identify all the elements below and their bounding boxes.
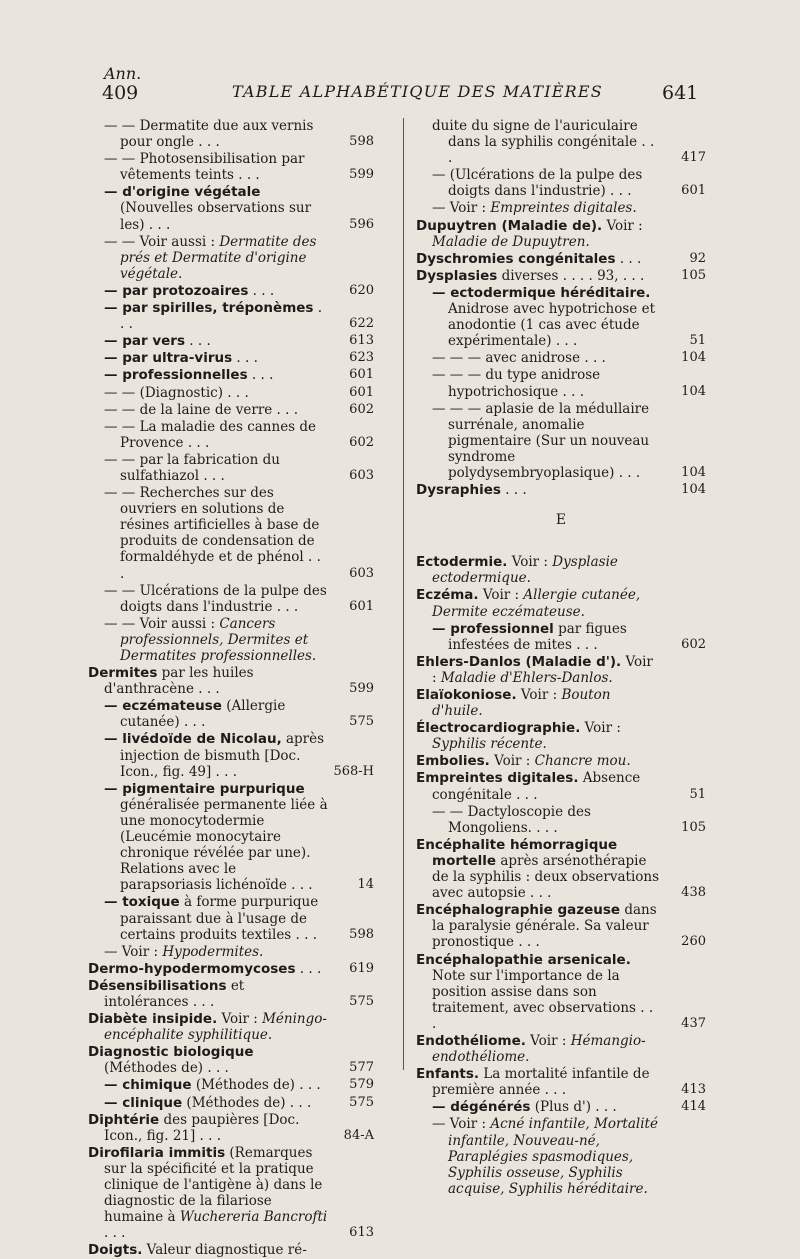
index-entry (88, 944, 374, 960)
index-entry (88, 184, 374, 232)
entry-reference: Cancers professionnels, Dermites et Dermatites professionnelles. (120, 615, 317, 664)
leader-dots: . . . (195, 1127, 222, 1144)
entry-heading: Embolies. (416, 753, 490, 770)
entry-text: et intolérances (104, 977, 245, 1010)
leader-dots: . . . (500, 482, 527, 499)
entry-reference: Hémangio-endothéliome. (432, 1032, 646, 1066)
entry-text: Anidrose avec hypotrichose et anodontie (1 cas avec étude expérimentale) (448, 301, 656, 350)
entry-text: Voir : (507, 554, 553, 571)
leader-dots: . . . (291, 926, 317, 943)
leader-dots: . . . (286, 877, 313, 894)
entry-text: dans la paralysie générale. Sa valeur pronostique (432, 902, 657, 951)
entry-reference: Empreintes digitales. (490, 200, 637, 217)
entry-heading: — pigmentaire purpurique (104, 780, 305, 797)
index-entry (416, 251, 706, 267)
page-reference: 51 (689, 333, 706, 349)
page-reference: 568-H (333, 763, 374, 779)
page-number-left: 409 (102, 82, 139, 104)
entry-text: Note sur l'importance de la position assise dans son traitement, avec observations (432, 967, 636, 1016)
entry-text: — — — du type anidrose hypotrichosique (432, 367, 601, 400)
index-entry (88, 1112, 374, 1144)
entry-heading: Dirofilaria immitis (88, 1144, 226, 1161)
leader-dots: . . . (531, 819, 558, 836)
entry-text: — — — aplasie de la médullaire surrénale, anomalie pigmentaire (Sur un nouveau syndrome polydysembryoplasique) (432, 400, 650, 481)
page-reference: 601 (349, 598, 374, 614)
left-column (88, 118, 374, 1259)
leader-dots: . . . (511, 786, 538, 803)
page-reference: 601 (349, 384, 374, 400)
entry-text: Voir : (489, 753, 535, 770)
page-reference: 602 (681, 636, 706, 652)
entry-text: duite du signe de l'auriculaire dans la syphilis congénitale (432, 118, 638, 151)
entry-text: Voir : (217, 1011, 263, 1028)
entry-heading: Dysplasies (416, 267, 498, 284)
entry-heading: Dysraphies (416, 482, 501, 499)
leader-dots: . . . (272, 598, 299, 615)
entry-text: — Voir : (432, 200, 491, 217)
entry-heading: — d'origine végétale (104, 184, 261, 201)
entry-text: Voir : (525, 1032, 571, 1049)
index-entry (88, 452, 374, 484)
leader-dots: . . . (183, 434, 210, 451)
entry-heading: — par spirilles, tréponèmes (104, 300, 314, 317)
index-entry (88, 583, 374, 615)
entry-reference: Dysplasie ectodermique. (432, 554, 618, 587)
entry-heading: Encéphalopathie arsenicale. (416, 951, 631, 968)
index-entry (88, 894, 374, 942)
index-entry (88, 961, 374, 977)
index-entry (416, 587, 706, 619)
index-entry (88, 234, 374, 282)
index-entry (88, 1011, 374, 1043)
right-column (416, 118, 706, 1198)
entry-heading: Désensibilisations (88, 977, 227, 994)
page-reference: 104 (681, 482, 706, 498)
page-reference: 596 (349, 216, 374, 232)
entry-text: — — Recherches sur des ouvriers en solutions de résines artificielles à base de produits de condensation de formaldéhyde et de phénol (104, 485, 320, 566)
entry-text: Valeur diagnostique ré- (142, 1242, 307, 1259)
entry-text: — — La maladie des cannes de Provence (104, 418, 317, 451)
index-entry (416, 554, 706, 586)
leader-dots: . . . (179, 714, 206, 731)
leader-dots: . . . (618, 267, 645, 284)
section-letter: E (555, 512, 567, 529)
page-reference: 51 (689, 786, 706, 802)
index-entry (416, 218, 706, 250)
index-entry (88, 1095, 374, 1111)
entry-text: — — Photosensibilisation par vêtements teints (104, 151, 305, 184)
page-reference: 579 (349, 1077, 374, 1093)
index-entry (416, 200, 706, 216)
entry-text: La mortalité infantile de première année (432, 1066, 650, 1099)
index-entry (88, 367, 374, 383)
leader-dots: . . . (558, 383, 584, 400)
entry-reference: Bouton d'huile. (432, 687, 611, 720)
entry-heading: Eczéma. (416, 587, 479, 604)
entry-text: (Plus d') (530, 1099, 591, 1116)
page-reference: 105 (681, 819, 706, 835)
leader-dots: . . . (120, 300, 323, 333)
entry-text: — Voir : (432, 1116, 491, 1133)
leader-dots: . . . (199, 467, 225, 484)
page-reference: 105 (681, 267, 706, 283)
index-entry (416, 285, 706, 349)
entry-text: — — par la fabrication du sulfathiazol (104, 451, 280, 484)
entry-text: — (Ulcérations de la pulpe des doigts dans l'industrie) (432, 167, 643, 200)
page-reference: 14 (357, 877, 374, 893)
page-reference: 575 (349, 1094, 374, 1110)
page-reference: 619 (349, 960, 374, 976)
page-reference: 603 (349, 467, 374, 483)
leader-dots: . . . (203, 1060, 229, 1077)
index-entry (416, 654, 706, 686)
entry-text: (Méthodes de) (191, 1077, 295, 1094)
entry-heading: — livédoïde de Nicolau, (104, 731, 282, 748)
page-reference: 260 (681, 934, 706, 950)
leader-dots: . . . (104, 1225, 126, 1242)
entry-heading: Diagnostic biologique (88, 1044, 254, 1061)
index-entry (416, 753, 706, 769)
entry-heading: Endothéliome. (416, 1032, 526, 1049)
entry-text: (Nouvelles observations sur les) (120, 200, 312, 233)
entry-heading: Empreintes digitales. (416, 770, 579, 787)
page-reference: 623 (349, 350, 374, 366)
entry-reference: Wuchereria Bancrofti (179, 1209, 328, 1226)
index-entry (416, 350, 706, 366)
index-entry (88, 698, 374, 730)
page-reference: 437 (681, 1015, 706, 1031)
leader-dots: . . . (223, 384, 249, 401)
page-reference: 603 (349, 565, 374, 581)
page-reference: 575 (349, 714, 374, 730)
index-entry (416, 118, 706, 166)
entry-heading: Elaïokoniose. (416, 687, 517, 703)
index-entry (88, 283, 374, 299)
index-entry (88, 781, 374, 894)
entry-heading: — professionnelles (104, 367, 248, 384)
leader-dots: . . . (247, 367, 274, 384)
index-entry (88, 731, 374, 779)
entry-text: — Voir : (104, 943, 163, 960)
leader-dots: . . . (605, 183, 632, 200)
page-reference: 104 (681, 383, 706, 399)
page-reference: 104 (681, 350, 706, 366)
entry-text: des paupières [Doc. Icon., fig. 21] (104, 1111, 300, 1144)
entry-text: Voir : (580, 720, 621, 737)
leader-dots: . . . (188, 993, 215, 1010)
page-reference: 599 (349, 167, 374, 183)
index-entry (88, 402, 374, 418)
entry-heading: — dégénérés (432, 1099, 531, 1116)
leader-dots: . . . (432, 999, 654, 1032)
entry-text: — — Voir aussi : (104, 233, 220, 250)
index-entry (88, 333, 374, 349)
entry-text: après injection de bismuth [Doc. Icon., fig. 49] (120, 731, 325, 780)
index-entry (416, 1099, 706, 1115)
index-entry (416, 770, 706, 802)
index-entry (416, 804, 706, 836)
index-entry (88, 118, 374, 150)
index-entry (416, 167, 706, 199)
entry-heading: Diphtérie (88, 1111, 160, 1128)
entry-heading: Ectodermie. (416, 554, 508, 571)
leader-dots: . . . (615, 250, 642, 267)
index-entry (416, 1066, 706, 1098)
leader-dots: . . . (525, 885, 552, 902)
entry-text: Voir : (432, 653, 653, 686)
entry-heading: Dermo-hypodermomycoses (88, 960, 296, 977)
index-entry (88, 665, 374, 697)
leader-dots: . . . (232, 350, 258, 367)
page-reference: 417 (681, 150, 706, 166)
entry-text: diverses . . . . 93, (497, 267, 619, 284)
index-entry (88, 1242, 374, 1258)
running-title: TABLE ALPHABÉTIQUE DES MATIÈRES (232, 82, 603, 101)
entry-heading: Électrocardiographie. (416, 720, 581, 737)
entry-heading: — chimique (104, 1077, 192, 1094)
page-reference: 601 (681, 183, 706, 199)
leader-dots: . . . (193, 681, 220, 698)
index-entry (88, 1077, 374, 1093)
page-reference: 92 (689, 250, 706, 266)
page-reference: 620 (349, 282, 374, 298)
leader-dots: . . . (120, 549, 321, 582)
leader-dots: . . . (285, 1094, 312, 1111)
page-reference: 602 (349, 401, 374, 417)
page-reference: 613 (349, 333, 374, 349)
index-entry (416, 1033, 706, 1065)
leader-dots: . . . (272, 401, 299, 418)
index-entry (88, 616, 374, 664)
entry-heading: Encéphalographie gazeuse (416, 902, 621, 919)
index-entry (88, 385, 374, 401)
page-reference: 575 (349, 993, 374, 1009)
entry-heading: — ectodermique héréditaire. (432, 284, 651, 301)
index-entry (88, 978, 374, 1010)
entry-text: — — Voir aussi : (104, 615, 220, 632)
index-entry (416, 952, 706, 1032)
entry-heading: Enfants. (416, 1066, 480, 1083)
leader-dots: . . . (448, 134, 655, 167)
leader-dots: . . . (571, 636, 598, 653)
entry-reference: Maladie de Dupuytren. (432, 233, 590, 250)
column-divider (403, 118, 404, 1070)
leader-dots: . . . (211, 763, 238, 780)
entry-heading: Dupuytren (Maladie de). (416, 217, 603, 234)
index-entry (88, 300, 374, 332)
entry-text: (Remarques sur la spécificité et la pratique clinique de l'antigène à) dans le diagnostic de la filariose humaine à (104, 1144, 323, 1226)
entry-reference: Syphilis récente. (432, 736, 547, 753)
entry-text: — — — avec anidrose (432, 350, 581, 367)
page-reference: 602 (349, 434, 374, 450)
page-reference: 577 (349, 1060, 374, 1076)
index-entry (416, 621, 706, 653)
leader-dots: . . . (540, 1082, 567, 1099)
entry-reference: Maladie d'Ehlers-Danlos. (440, 669, 613, 686)
index-entry (416, 367, 706, 399)
entry-reference: Chancre mou. (534, 753, 631, 770)
entry-reference: Allergie cutanée, Dermite eczémateuse. (432, 587, 641, 620)
entry-text: Voir : (516, 687, 562, 703)
entry-heading: — toxique (104, 894, 180, 911)
page-reference: 599 (349, 681, 374, 697)
page-reference: 601 (349, 367, 374, 383)
page-reference: 104 (681, 464, 706, 480)
entry-reference: Méningo-encéphalite syphilitique. (104, 1011, 327, 1044)
leader-dots: . . . (514, 934, 540, 951)
page-reference: 414 (681, 1099, 706, 1115)
entry-text: — — Dactyloscopie des Mongoliens. (432, 803, 591, 836)
entry-heading: Dyschromies congénitales (416, 250, 616, 267)
index-entry (88, 485, 374, 582)
entry-text: — — Dermatite due aux vernis pour ongle (104, 118, 314, 151)
entry-text: (Méthodes de) (104, 1060, 204, 1077)
page-reference: 598 (349, 134, 374, 150)
page-number-right: 641 (662, 82, 699, 104)
leader-dots: . . . (580, 350, 606, 367)
index-entry (416, 687, 706, 719)
entry-reference: Hypodermites. (162, 943, 264, 960)
entry-text: (Allergie cutanée) (120, 698, 286, 731)
entry-heading: Ehlers-Danlos (Maladie d'). (416, 653, 622, 670)
entry-text: (Méthodes de) (182, 1094, 286, 1111)
entry-heading: Doigts. (88, 1242, 143, 1259)
entry-text: — — de la laine de verre (104, 401, 273, 418)
entry-text: Voir : (478, 587, 524, 604)
entry-reference: Dermatite des prés et Dermatite d'origine végétale. (120, 233, 317, 282)
entry-heading: — clinique (104, 1094, 183, 1111)
entry-text: Absence congénitale (432, 770, 641, 803)
leader-dots: . . . (193, 134, 220, 151)
index-entry (416, 902, 706, 950)
leader-dots: . . . (551, 333, 578, 350)
page-reference: 613 (349, 1225, 374, 1241)
leader-dots: . . . (233, 167, 260, 184)
entry-heading: — par vers (104, 333, 185, 350)
page-reference: 84-A (343, 1127, 374, 1143)
index-entry (88, 1044, 374, 1076)
index-entry (88, 1145, 374, 1242)
entry-heading: Diabète insipide. (88, 1011, 218, 1028)
index-entry (416, 482, 706, 498)
entry-reference: Acné infantile, Mortalité infantile, Nouveau-né, Paraplégies spasmodiques, Syphilis osseuse, Syphilis acquise, Syphilis héréditaire. (448, 1116, 658, 1197)
index-entry (88, 151, 374, 183)
leader-dots: . . . (590, 1099, 617, 1116)
entry-text: Voir : (602, 217, 643, 234)
index-entry (88, 419, 374, 451)
entry-heading: — eczémateuse (104, 698, 222, 715)
annotation-label: Ann. (104, 64, 142, 83)
entry-text: par figues infestées de mites (448, 620, 627, 653)
entry-text: — — Ulcérations de la pulpe des doigts dans l'industrie (104, 582, 327, 615)
leader-dots: . . . (184, 333, 211, 350)
leader-dots: . . . (294, 1077, 321, 1094)
entry-text: — — (Diagnostic) (104, 384, 224, 401)
leader-dots: . . . (248, 282, 275, 299)
page-reference: 598 (349, 926, 374, 942)
entry-heading: — professionnel (432, 620, 554, 637)
entry-heading: — par protozoaires (104, 282, 249, 299)
page-reference: 413 (681, 1082, 706, 1098)
entry-text: par les huiles d'anthracène (104, 665, 254, 698)
index-entry (416, 837, 706, 901)
entry-heading: — par ultra-virus (104, 350, 233, 367)
entry-text: généralisée permanente liée à une monocytodermie (Leucémie monocytaire chronique révélée par une). Relations avec le parapsoriasis lichénoïde (120, 796, 328, 894)
leader-dots: . . . (295, 960, 322, 977)
index-entry (88, 350, 374, 366)
index-entry (416, 720, 706, 752)
entry-heading: Encéphalite hémorragique mortelle (416, 836, 618, 869)
entry-text: après arsénothérapie de la syphilis : deux observations avec autopsie (432, 852, 660, 902)
entry-text: à forme purpurique paraissant due à l'usage de certains produits textiles (120, 894, 319, 943)
leader-dots: . . . (614, 464, 641, 481)
index-entry (416, 401, 706, 481)
page-reference: 622 (349, 316, 374, 332)
page-reference: 438 (681, 885, 706, 901)
leader-dots: . . . (144, 216, 171, 233)
index-entry (416, 268, 706, 284)
entry-heading: Dermites (88, 665, 158, 682)
